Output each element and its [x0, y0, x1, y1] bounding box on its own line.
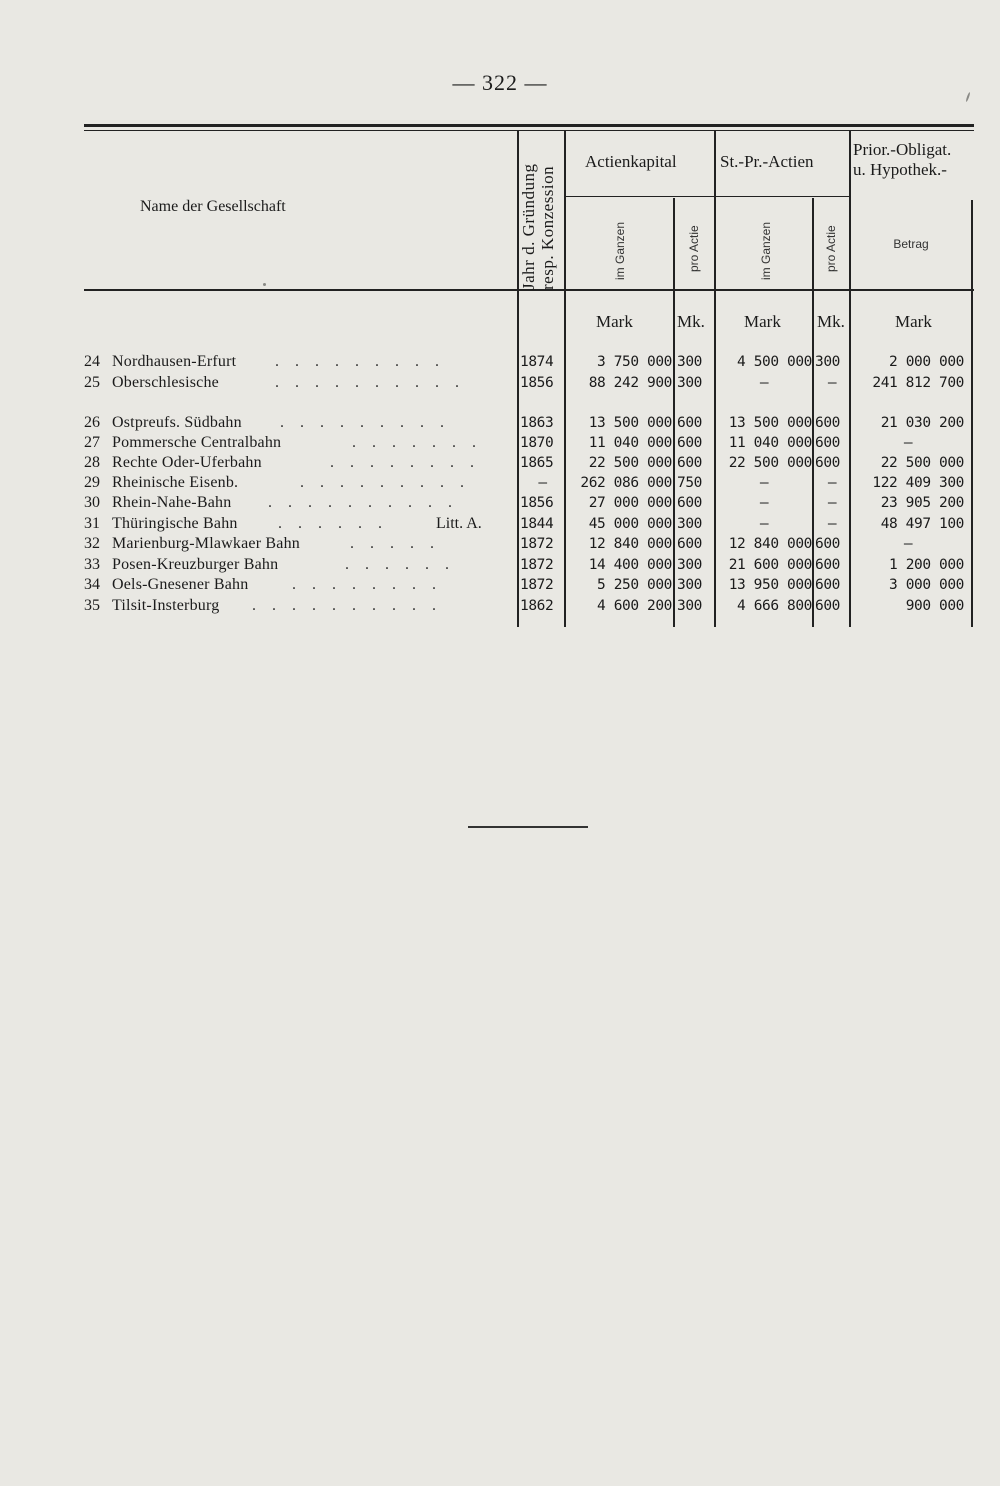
- st-pr-actien-per-share: 600: [815, 435, 840, 451]
- actienkapital-per-share: 300: [677, 516, 702, 532]
- year-header-line2: resp. Konzession: [538, 165, 557, 290]
- year-value: 1844: [520, 516, 554, 532]
- closing-rule: [468, 826, 588, 828]
- paper-speck: [263, 283, 266, 286]
- actienkapital-per-share: 300: [677, 557, 702, 573]
- leader-dots: . . . . . . . . .: [275, 353, 445, 370]
- year-value: 1872: [520, 577, 554, 593]
- st-pr-actien-total: 13 950 000: [728, 577, 812, 593]
- table-row: [0, 413, 1000, 433]
- prior-obligat-amount: 122 409 300: [872, 475, 964, 491]
- company-name: Thüringische Bahn: [112, 515, 238, 532]
- prior-obligat-amount: 3 000 000: [889, 577, 964, 593]
- unit-ak-mark: Mark: [596, 312, 633, 331]
- table-row: [0, 473, 1000, 493]
- column-header-st-pr-actien: St.-Pr.-Actien: [720, 152, 814, 171]
- leader-dots: . . . . . . . . .: [300, 474, 470, 491]
- leader-dots: . . . . . .: [278, 515, 388, 532]
- subheader-st-im-ganzen: im Ganzen: [759, 221, 773, 280]
- company-name: Pommersche Centralbahn: [112, 434, 282, 451]
- actienkapital-total: 4 600 200: [597, 598, 672, 614]
- row-number: 33: [84, 556, 100, 573]
- prior-obligat-amount: —: [903, 435, 913, 451]
- company-name: Marienburg-Mlawkaer Bahn: [112, 535, 301, 552]
- leader-dots: . . . . . . . . . .: [252, 597, 442, 614]
- company-name: Nordhausen-Erfurt: [112, 353, 237, 370]
- header-top-rule: [84, 124, 974, 127]
- table-row: [0, 575, 1000, 595]
- leader-dots: . . . . . . . . . .: [268, 494, 458, 511]
- st-pr-actien-total: 21 600 000: [728, 557, 812, 573]
- subheader-st-pro-actie: pro Actie: [824, 225, 838, 272]
- year-header-line1: Jahr d. Gründung: [519, 163, 538, 290]
- st-pr-actien-total: 13 500 000: [728, 415, 812, 431]
- prior-obligat-amount: 21 030 200: [880, 415, 964, 431]
- year-value: 1856: [520, 495, 554, 511]
- st-pr-actien-per-share: 600: [815, 557, 840, 573]
- year-value: 1856: [520, 375, 554, 391]
- actienkapital-per-share: 750: [677, 475, 702, 491]
- actienkapital-total: 14 400 000: [588, 557, 672, 573]
- unit-st-mk: Mk.: [817, 312, 845, 331]
- subheader-betrag: Betrag: [893, 237, 929, 251]
- actienkapital-per-share: 600: [677, 536, 702, 552]
- st-pr-actien-per-share: —: [827, 475, 837, 491]
- year-value: 1872: [520, 557, 554, 573]
- row-number: 26: [84, 414, 100, 431]
- column-header-actienkapital: Actienkapital: [585, 152, 677, 171]
- header-top-rule-thin: [84, 130, 974, 131]
- st-pr-actien-per-share: —: [827, 516, 837, 532]
- subheader-ak-pro-actie: pro Actie: [687, 225, 701, 272]
- year-value: 1865: [520, 455, 554, 471]
- st-pr-actien-per-share: 600: [815, 577, 840, 593]
- company-name: Rhein-Nahe-Bahn: [112, 494, 232, 511]
- row-number: 35: [84, 597, 100, 614]
- actienkapital-per-share: 600: [677, 415, 702, 431]
- actienkapital-total: 45 000 000: [588, 516, 672, 532]
- actienkapital-per-share: 300: [677, 354, 702, 370]
- year-value: 1872: [520, 536, 554, 552]
- leader-dots: . . . . . . . .: [330, 454, 480, 471]
- prior-obligat-amount: 241 812 700: [872, 375, 964, 391]
- table-row: [0, 596, 1000, 616]
- table-row: [0, 555, 1000, 575]
- company-name: Oberschlesische: [112, 374, 219, 391]
- row-number: 29: [84, 474, 100, 491]
- st-pr-actien-per-share: 600: [815, 536, 840, 552]
- actienkapital-total: 3 750 000: [597, 354, 672, 370]
- actienkapital-total: 13 500 000: [588, 415, 672, 431]
- row-number: 31: [84, 515, 100, 532]
- st-pr-actien-total: 4 500 000: [737, 354, 812, 370]
- table-row: [0, 373, 1000, 393]
- row-number: 30: [84, 494, 100, 511]
- table-row: [0, 534, 1000, 554]
- prior-obligat-amount: 2 000 000: [889, 354, 964, 370]
- st-pr-underline: [715, 196, 849, 197]
- actienkapital-per-share: 600: [677, 495, 702, 511]
- actienkapital-per-share: 600: [677, 435, 702, 451]
- unit-ak-mk: Mk.: [677, 312, 705, 331]
- table-row: [0, 453, 1000, 473]
- actienkapital-total: 22 500 000: [588, 455, 672, 471]
- actienkapital-total: 12 840 000: [588, 536, 672, 552]
- st-pr-actien-total: —: [759, 375, 769, 391]
- page-number: — 322 —: [452, 70, 548, 95]
- st-pr-actien-per-share: 600: [815, 415, 840, 431]
- actienkapital-total: 88 242 900: [588, 375, 672, 391]
- st-pr-actien-total: 22 500 000: [728, 455, 812, 471]
- unit-prior-mark: Mark: [895, 312, 932, 331]
- st-pr-actien-per-share: —: [827, 495, 837, 511]
- actienkapital-total: 5 250 000: [597, 577, 672, 593]
- year-value: —: [538, 475, 547, 491]
- company-name: Ostpreufs. Südbahn: [112, 414, 242, 431]
- prior-header-line1: Prior.-Obligat.: [853, 140, 952, 159]
- unit-st-mark: Mark: [744, 312, 781, 331]
- table-row: [0, 514, 1000, 534]
- column-header-prior: [853, 140, 951, 180]
- leader-dots: . . . . . . . . . .: [275, 374, 465, 391]
- company-name: Rechte Oder-Uferbahn: [112, 454, 262, 471]
- st-pr-actien-total: 11 040 000: [728, 435, 812, 451]
- row-number: 28: [84, 454, 100, 471]
- row-number: 27: [84, 434, 100, 451]
- table-row: [0, 352, 1000, 372]
- st-pr-actien-per-share: 600: [815, 455, 840, 471]
- prior-obligat-amount: 22 500 000: [880, 455, 964, 471]
- leader-dots: . . . . . .: [345, 556, 455, 573]
- st-pr-actien-total: —: [759, 495, 769, 511]
- st-pr-actien-total: —: [759, 475, 769, 491]
- st-pr-actien-total: 4 666 800: [737, 598, 812, 614]
- leader-dots: . . . . . . .: [352, 434, 482, 451]
- prior-obligat-amount: 48 497 100: [880, 516, 964, 532]
- table-row: [0, 433, 1000, 453]
- table-row: [0, 493, 1000, 513]
- st-pr-actien-per-share: 300: [815, 354, 840, 370]
- year-value: 1874: [520, 354, 554, 370]
- st-pr-actien-total: —: [759, 516, 769, 532]
- year-value: 1870: [520, 435, 554, 451]
- row-number: 25: [84, 374, 100, 391]
- company-name: Posen-Kreuzburger Bahn: [112, 556, 279, 573]
- prior-header-line2: u. Hypothek.-: [853, 160, 947, 179]
- prior-obligat-amount: —: [903, 536, 913, 552]
- year-value: 1862: [520, 598, 554, 614]
- leader-dots: . . . . . . . .: [292, 576, 442, 593]
- actienkapital-total: 27 000 000: [588, 495, 672, 511]
- leader-dots: . . . . .: [350, 535, 440, 552]
- subheader-ak-im-ganzen: im Ganzen: [613, 221, 627, 280]
- st-pr-actien-total: 12 840 000: [728, 536, 812, 552]
- row-number: 32: [84, 535, 100, 552]
- actienkapital-per-share: 600: [677, 455, 702, 471]
- prior-obligat-amount: 23 905 200: [880, 495, 964, 511]
- leader-dots: . . . . . . . . .: [280, 414, 450, 431]
- year-value: 1863: [520, 415, 554, 431]
- st-pr-actien-per-share: —: [827, 375, 837, 391]
- company-name: Oels-Gnesener Bahn: [112, 576, 249, 593]
- row-number: 34: [84, 576, 100, 593]
- prior-obligat-amount: 900 000: [905, 598, 964, 614]
- actienkapital-underline: [565, 196, 714, 197]
- company-name: Tilsit-Insterburg: [112, 597, 220, 614]
- actienkapital-per-share: 300: [677, 375, 702, 391]
- actienkapital-total: 11 040 000: [588, 435, 672, 451]
- company-note: Litt. A.: [436, 515, 482, 532]
- prior-obligat-amount: 1 200 000: [889, 557, 964, 573]
- st-pr-actien-per-share: 600: [815, 598, 840, 614]
- actienkapital-total: 262 086 000: [580, 475, 672, 491]
- column-header-name: Name der Gesellschaft: [140, 198, 286, 215]
- company-name: Rheinische Eisenb.: [112, 474, 239, 491]
- row-number: 24: [84, 353, 100, 370]
- actienkapital-per-share: 300: [677, 598, 702, 614]
- column-header-year: [519, 163, 557, 290]
- actienkapital-per-share: 300: [677, 577, 702, 593]
